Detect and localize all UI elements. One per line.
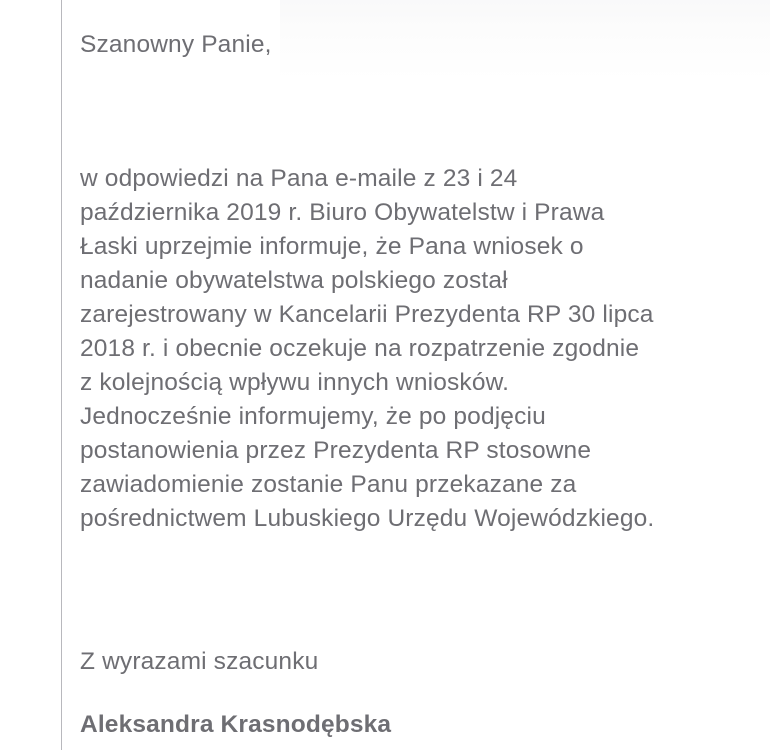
body-line: postanowienia przez Prezydenta RP stosowne: [80, 437, 592, 464]
closing-text: Z wyrazami szacunku: [80, 648, 319, 675]
body-line: w odpowiedzi na Pana e-maile z 23 i 24: [80, 165, 518, 192]
body-line: pośrednictwem Lubuskiego Urzędu Wojewódzkiego.: [80, 505, 655, 532]
body-line: nadanie obywatelstwa polskiego został: [80, 267, 508, 294]
body-line: Jednocześnie informujemy, że po podjęciu: [80, 403, 546, 430]
quote-bar: [61, 0, 62, 750]
faded-header-remnant: [280, 0, 770, 80]
body-line: zarejestrowany w Kancelarii Prezydenta RP 30 lipca: [80, 301, 654, 328]
body-line: października 2019 r. Biuro Obywatelstw i Prawa: [80, 199, 605, 226]
sender-signature: Aleksandra Krasnodębska: [80, 711, 392, 738]
body-line: 2018 r. i obecnie oczekuje na rozpatrzenie zgodnie: [80, 335, 640, 362]
greeting-text: Szanowny Panie,: [80, 31, 272, 58]
body-line: zawiadomienie zostanie Panu przekazane za: [80, 471, 577, 498]
message-paragraph: [80, 162, 760, 536]
body-line: Łaski uprzejmie informuje, że Pana wniosek o: [80, 233, 584, 260]
body-line: z kolejnością wpływu innych wniosków.: [80, 369, 510, 396]
